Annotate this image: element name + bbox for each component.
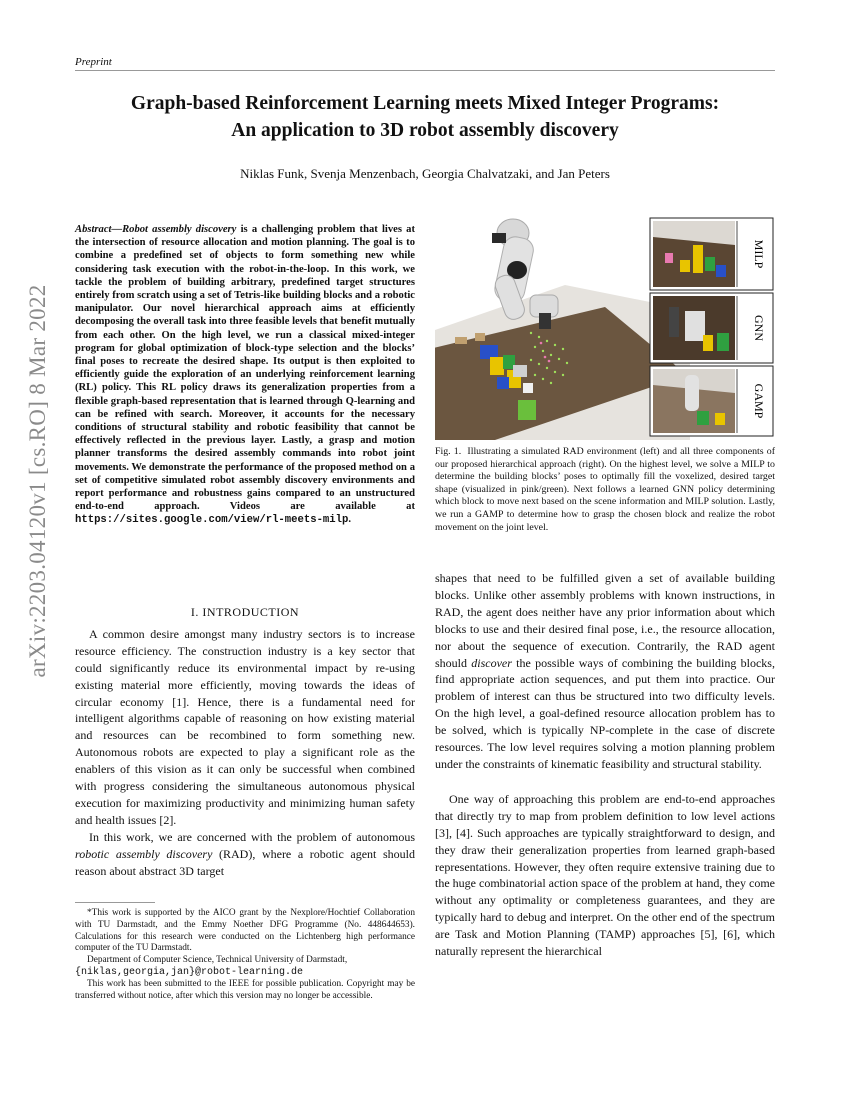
figure-1 bbox=[435, 215, 775, 440]
right-paragraph-2: One way of approaching this problem are end-to-end approaches that directly try to map from problem definition to low level actions [3], [4]. Such approaches are typically straightforward to design, and they draw their generalization properties from learned graph-based representations. However, they often require extensive training due to the huge combinatorial action space of the problem at hand, they come without any optimality or completeness guarantees, and they are typically hard to debug and interpret. On the other end of the spectrum are Task and Motion Planning (TAMP) approaches [5], [6], which naturally represent the hierarchical bbox=[435, 791, 775, 959]
intro-paragraph-2 bbox=[75, 829, 415, 880]
intro-p2-term: robotic assembly discovery bbox=[75, 846, 213, 861]
abstract-body: is a challenging problem that lives at the intersection of resource allocation and motion planning. The goal is to combine a predefined set of objects to form something new while considering task execution with the robot-in-the-loop. In this work, we tackle the problem of building arbitrary, predefined target structures entirely from scratch using a set of Tetris-like building blocks and a robotic manipulator. Our novel hierarchical approach aims at efficiently decomposing the overall task into three feasible levels that benefit mutually from each other. On the high level, we run a classical mixed-integer program for global optimization of block-type selection and the blocks’ final poses to recreate the desired shape. Its output is then exploited to efficiently guide the exploration of an underlying reinforcement learning (RL) policy. This RL policy draws its generalization properties from a flexible graph-based representation that is learned through Q-learning and can be refined with search. Moreover, it accounts for the necessary conditions of structural stability and robotic feasibility that cannot be effectively reflected in the previous layer. Lastly, a grasp and motion planner transforms the desired assembly commands into robot joint movements. We demonstrate the performance of the proposed method on a set of competitive simulated robot assembly discovery environments and report performance and robustness gains compared to an unstructured end-to-end approach. Videos are available at bbox=[75, 224, 415, 513]
header-rule bbox=[75, 70, 775, 71]
preprint-label: Preprint bbox=[75, 56, 112, 68]
intro-paragraph-1: A common desire amongst many industry sectors is to increase resource efficiency. The construction industry is a key sector that could significantly reduce its environmental impact by re-using existing material more efficiently, moving towards the ideas of circular economy [1]. Hence, there is a fundamental need for intelligent algorithms capable of reasoning on how existing material and resources can be recombined to form something new. Autonomous robots are expected to play a significant role as the enablers of this vision as it can only be successful when combined with progress considering the simultaneous autonomous physical execution for maximizing productivity and minimizing human safety and health issues [2]. bbox=[75, 626, 415, 827]
caption-label: Fig. 1. bbox=[435, 446, 462, 457]
right-p1-end: the possible ways of combining the building blocks, find appropriate action sequences, and put them into practice. Our problem of interest can thus be structured into two difficulty levels. On the high level, a goal-defined resource allocation problem has to be solved, which is typically NP-complete in the case of discrete resources. The low level requires solving a motion planning problem under the constraints of kinematic feasibility and structural stability. bbox=[435, 655, 775, 771]
author-emails: {niklas,georgia,jan}@robot-learning.de bbox=[75, 966, 304, 978]
abstract-label: Abstract bbox=[75, 224, 112, 235]
right-paragraph-1 bbox=[435, 570, 775, 773]
footnotes bbox=[75, 908, 415, 1002]
panel-label-gnn: GNN bbox=[752, 315, 766, 341]
right-p1-start: shapes that need to be fulfilled given a set of available building blocks. Unlike other assembly problems with known instructions, in RAD, the agent does neither have any prior information about which blocks to use and their desired final pose, i.e., the resource allocation, nor about the sequence of execution. Contrarily, the RAD agent should bbox=[435, 571, 775, 670]
paper-title bbox=[60, 90, 790, 144]
footnote-funding: *This work is supported by the AICO grant by the Nexplore/Hochtief Collaboration with TU Darmstadt, and the Emmy Noether DFG Programme (No. 448644653). Calculations for this research were conducted on the Lichtenberg high performance computer of the TU Darmstadt. bbox=[75, 908, 415, 954]
abstract-url[interactable]: https://sites.google.com/view/rl-meets-milp bbox=[75, 514, 349, 527]
abstract: Abstract—Robot assembly discovery is a challenging problem that lives at the intersection of resource allocation and motion planning. The goal is to combine a predefined set of objects to form something new while considering task execution with the robot-in-the-loop. In this work, we tackle the problem of building arbitrary, predefined target structures entirely from scratch using a set of Tetris-like building blocks and a robotic manipulator. Our novel hierarchical approach aims at efficiently decomposing the overall task into three feasible levels that benefit mutually from each other. On the high level, we run a classical mixed-integer program for global optimization of block-type selection and the blocks’ final poses to recreate the desired shape. Its output is then exploited to efficiently guide the exploration of an underlying reinforcement learning (RL) policy. This RL policy draws its generalization properties from a flexible graph-based representation that is learned through Q-learning and can be refined with search. Moreover, it accounts for the necessary conditions of structural stability and robotic feasibility that cannot be effectively reflected in the previous layer. Lastly, a grasp and motion planner transforms the desired assembly commands into robot joint movements. We demonstrate the performance of the proposed method on a set of competitive simulated robot assembly discovery environments and report performance and robustness gains compared to an unstructured end-to-end approach. Videos are available at https://sites.google.com/view/rl-meets-milp. bbox=[75, 224, 415, 527]
footnote-affiliation bbox=[75, 955, 415, 979]
authors: Niklas Funk, Svenja Menzenbach, Georgia Chalvatzaki, and Jan Peters bbox=[240, 166, 610, 181]
abstract-term: Robot assembly discovery bbox=[122, 224, 237, 235]
panel-label-milp: MILP bbox=[752, 239, 766, 269]
caption-text: Illustrating a simulated RAD environment (left) and all three components of our proposed hierarchical approach (right). On the highest level, we solve a MILP to determine the building blocks’ poses to optimally fill the voxelized, desired target shape (visualized in pink/green). Next follows a learned GNN policy determining which block to move next based on the scene information and MILP solution. Lastly, we run a GAMP to determine how to grasp the chosen block and realize the robot movement on the joint level. bbox=[435, 446, 775, 533]
right-column-text bbox=[435, 570, 775, 960]
intro-p2-start: In this work, we are concerned with the problem of autonomous bbox=[89, 829, 415, 844]
affiliation-text: Department of Computer Science, Technical University of Darmstadt, bbox=[87, 955, 348, 966]
arxiv-id: arXiv:2203.04120v1 [cs.RO] 8 Mar 2022 bbox=[25, 284, 50, 678]
panel-label-gamp: GAMP bbox=[752, 383, 766, 419]
title-line-2: An application to 3D robot assembly discovery bbox=[231, 120, 619, 141]
title-line-1: Graph-based Reinforcement Learning meets Mixed Integer Programs: bbox=[130, 93, 720, 114]
abstract-end: . bbox=[348, 514, 352, 526]
footnote-rule bbox=[75, 902, 155, 903]
footnote-ieee: This work has been submitted to the IEEE for possible publication. Copyright may be transferred without notice, after which this version may no longer be accessible. bbox=[75, 978, 415, 1001]
right-p1-term: discover bbox=[471, 655, 512, 670]
intro-p2-end: (RAD), where a robotic agent should reason about abstract 3D target bbox=[75, 846, 415, 878]
section-heading: I. INTRODUCTION bbox=[190, 605, 300, 619]
arxiv-stamp bbox=[12, 284, 64, 678]
figure-caption bbox=[435, 446, 775, 534]
introduction-section bbox=[75, 598, 415, 880]
